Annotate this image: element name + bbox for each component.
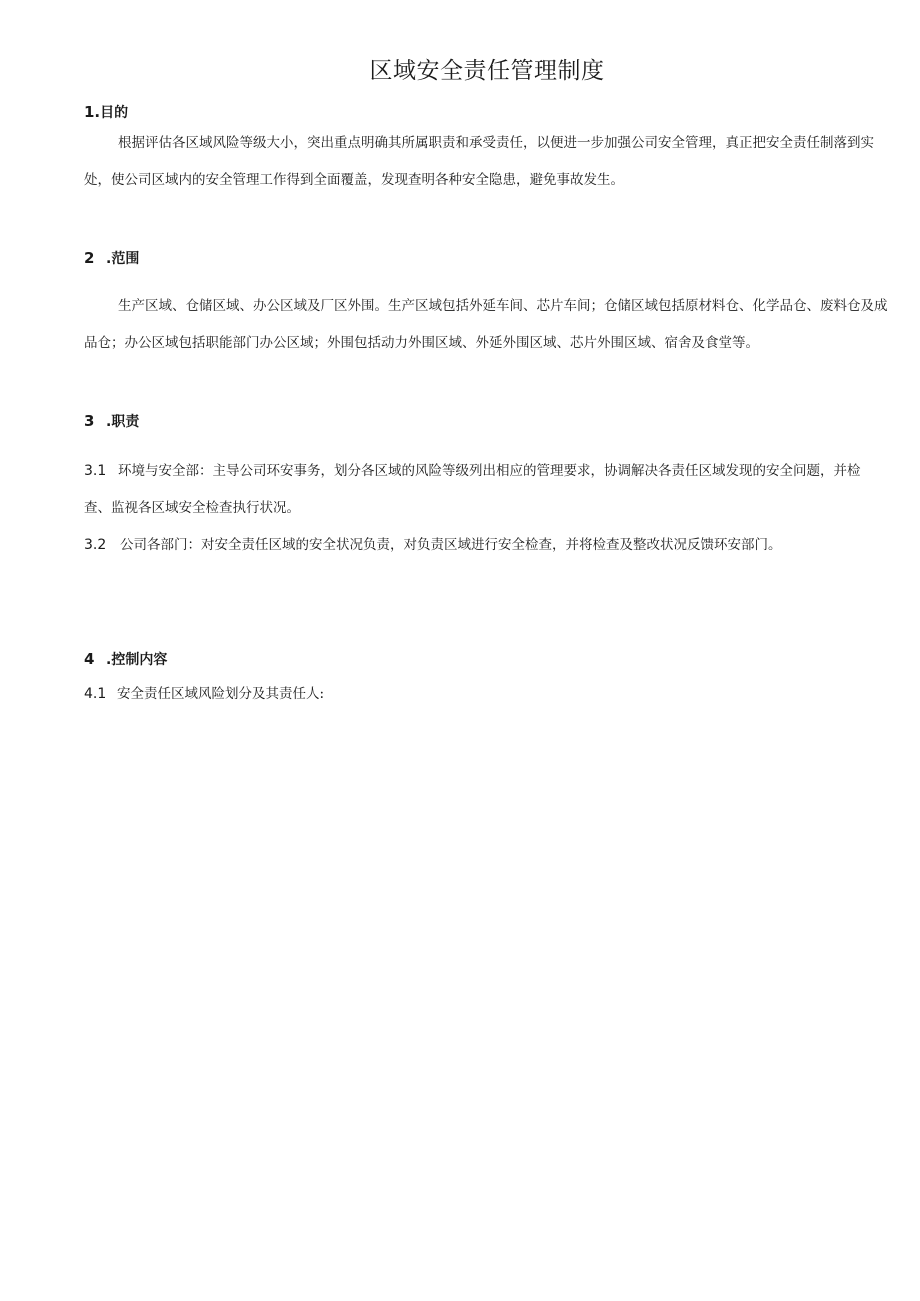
section-number: 1. (84, 103, 101, 121)
list-item-3-2 (84, 527, 884, 564)
page-title: 区域安全责任管理制度 (369, 58, 605, 84)
section-number: 2 (84, 249, 95, 267)
item-number: 3.1 (84, 463, 107, 479)
section-label: .职责 (106, 414, 140, 430)
item-number: 4.1 (84, 686, 107, 702)
section-number: 4 (84, 650, 95, 668)
list-item-4-1 (84, 676, 884, 713)
item-number: 3.2 (84, 537, 107, 553)
section-paragraph-purpose: 根据评估各区域风险等级大小，突出重点明确其所属职责和承受责任，以便进一步加强公司安全管理，真正把安全责任制落到实处，使公司区域内的安全管理工作得到全面覆盖，发现查明各种安全隐患，避免事故发生。 (84, 135, 874, 188)
section-heading-purpose (84, 102, 128, 122)
section-heading-control-content (84, 649, 167, 669)
list-item-3-1 (84, 453, 884, 527)
section-number: 3 (84, 412, 95, 430)
section-label: 目的 (100, 105, 129, 121)
item-text: 安全责任区域风险划分及其责任人: (117, 686, 325, 702)
section-heading-scope (84, 248, 139, 268)
section-heading-responsibilities (84, 411, 139, 431)
item-text: 公司各部门：对安全责任区域的安全状况负责，对负责区域进行安全检查，并将检查及整改状况反馈环安部门。 (120, 537, 782, 553)
section-label: .范围 (106, 251, 140, 267)
item-text: 环境与安全部：主导公司环安事务，划分各区域的风险等级列出相应的管理要求，协调解决各责任区域发现的安全问题，并检查、监视各区域安全检查执行状况。 (84, 463, 861, 516)
section-paragraph-scope: 生产区域、仓储区域、办公区域及厂区外围。生产区域包括外延车间、芯片车间；仓储区域包括原材料仓、化学品仓、废料仓及成品仓；办公区域包括职能部门办公区域；外围包括动力外围区域、外延外围区域、芯片外围区域、宿舍及食堂等。 (84, 298, 888, 351)
section-label: .控制内容 (106, 652, 168, 668)
